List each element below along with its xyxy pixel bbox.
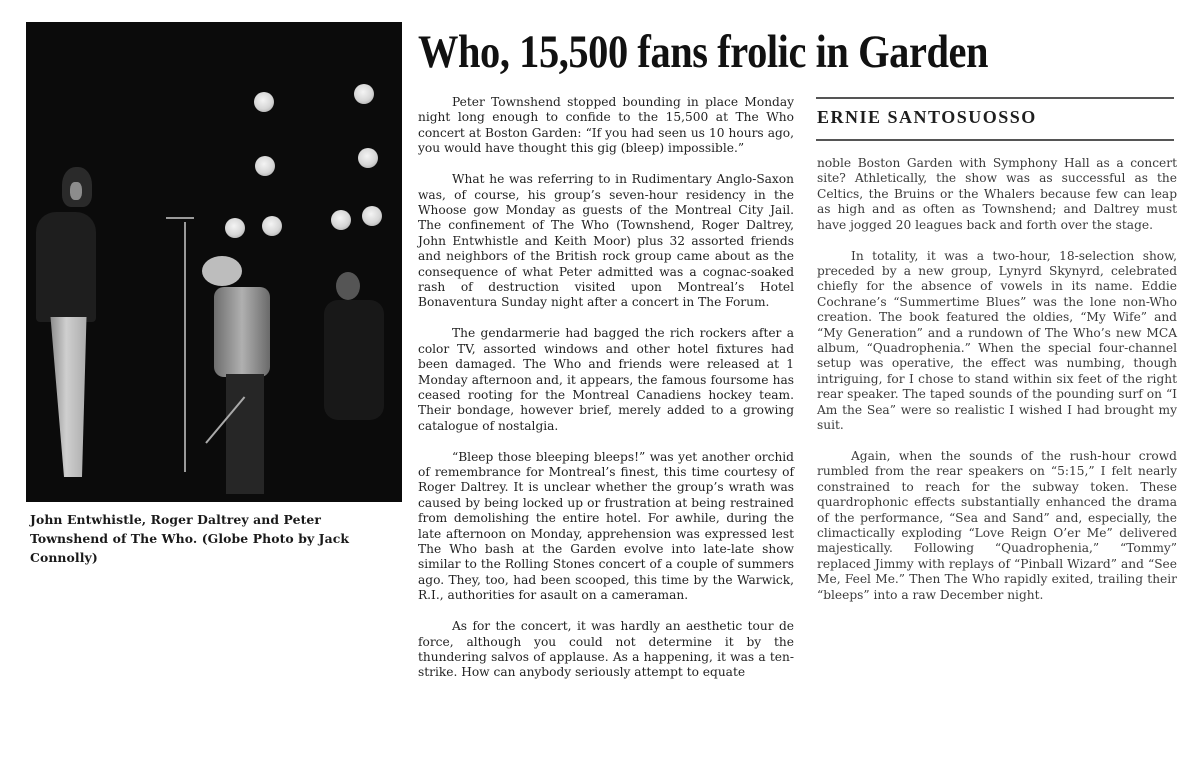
mic-stand (184, 222, 186, 472)
byline-rule-bottom (816, 139, 1174, 141)
byline: ERNIE SANTOSUOSSO (817, 107, 1037, 127)
performer-right-body (324, 300, 384, 420)
paragraph: In totality, it was a two-hour, 18-selection show, preceded by a new group, Lynyrd Skynyrd, celebrated chiefly for the absence of vowels in its name. Eddie Cochrane’s “Summertime Blues” was the lone non-Who creation. The book featured the oldies, “My Wife” and “My Generation” and a rundown of The Who’s new MCA album, “Quadrophenia.” When the special four-channel setup was operative, the effect was numbing, though intriguing, for I chose to stand within six feet of the right rear speaker. The taped sounds of the pounding surf on “I Am the Sea” were so realistic I wished I had brought my suit. (817, 248, 1177, 432)
performer-left-face (70, 182, 82, 200)
performer-center-hair (202, 256, 242, 286)
paragraph: What he was referring to in Rudimentary Anglo-Saxon was, of course, his group’s seven-hour residency in the Whoose gow Monday as guests of the Montreal City Jail. The confinement of The Who (Townshend, Roger Daltrey, John Entwhistle and Keith Moor) plus 32 assorted friends and neighbors of the British rock group came about as the consequence of what Peter admitted was a cognac-soaked rash of destruction visited upon Montreal’s Hotel Bonaventura Sunday night after a concert in The Forum. (418, 172, 794, 310)
byline-rule-top (816, 97, 1174, 99)
stage-light (225, 218, 245, 238)
mic-boom (166, 217, 194, 219)
headline: Who, 15,500 fans frolic in Garden (418, 26, 989, 78)
paragraph: The gendarmerie had bagged the rich rockers after a color TV, assorted windows and other hotel fixtures had been damaged. The Who and friends were released at 1 Monday afternoon and, it appears, the famous foursome has ceased rooting for the Montreal Canadiens hockey team. Their bondage, however brief, merely added to a growing catalogue of nostalgia. (418, 326, 794, 433)
stage-light (331, 210, 351, 230)
paragraph: “Bleep those bleeping bleeps!” was yet another orchid of remembrance for Montreal’s finest, this time courtesy of Roger Daltrey. It is unclear whether the group’s wrath was caused by being locked up or frustration at being restrained from demolishing the entire hotel. For awhile, during the late afternoon on Monday, apprehension was expressed lest The Who bash at the Garden evolve into late-late show similar to the Rolling Stones concert of a couple of summers ago. They, too, had been scooped, this time by the Warwick, R.I., authorities for asault on a cameraman. (418, 449, 794, 603)
article-column-middle (418, 95, 794, 696)
stage-light (362, 206, 382, 226)
performer-left-trousers (46, 317, 91, 477)
paragraph: Again, when the sounds of the rush-hour crowd rumbled from the rear speakers on “5:15,” I felt nearly constrained to reach for the subway token. These quardrophonic effects substantially enhanced the drama of the performance, “Sea and Sand” and, especially, the climactically exploding “Love Reign O’er Me” delivered majestically. Following “Quadrophenia,” “Tommy” replaced Jimmy with replays of “Pinball Wizard” and “See Me, Feel Me.” Then The Who rapidly exited, trailing their “bleeps” into a raw December night. (817, 448, 1177, 602)
photo-caption: John Entwhistle, Roger Daltrey and Peter Townshend of The Who. (Globe Photo by Jack Connolly) (30, 512, 350, 565)
paragraph: Peter Townshend stopped bounding in place Monday night long enough to confide to the 15,500 at The Who concert at Boston Garden: “If you had seen us 10 hours ago, you would have thought this gig (bleep) impossible.” (418, 95, 794, 156)
stage-light (255, 156, 275, 176)
article-column-right (817, 156, 1177, 618)
paragraph: As for the concert, it was hardly an aesthetic tour de force, although you could not determine it by the thundering salvos of applause. As a happening, it was a ten-strike. How can anybody seriously attempt to equate (418, 619, 794, 680)
paragraph: noble Boston Garden with Symphony Hall as a concert site? Athletically, the show was as successful as the Celtics, the Bruins or the Whalers because few can leap as high and as often as Townshend; and Daltrey must have jogged 20 leagues back and forth over the stage. (817, 156, 1177, 232)
stage-light (262, 216, 282, 236)
performer-center-legs (226, 374, 264, 494)
concert-photo (26, 22, 402, 502)
performer-center-body (214, 287, 270, 377)
stage-light (254, 92, 274, 112)
performer-right (336, 272, 360, 300)
performer-left-body (36, 212, 96, 322)
stage-light (354, 84, 374, 104)
stage-light (358, 148, 378, 168)
